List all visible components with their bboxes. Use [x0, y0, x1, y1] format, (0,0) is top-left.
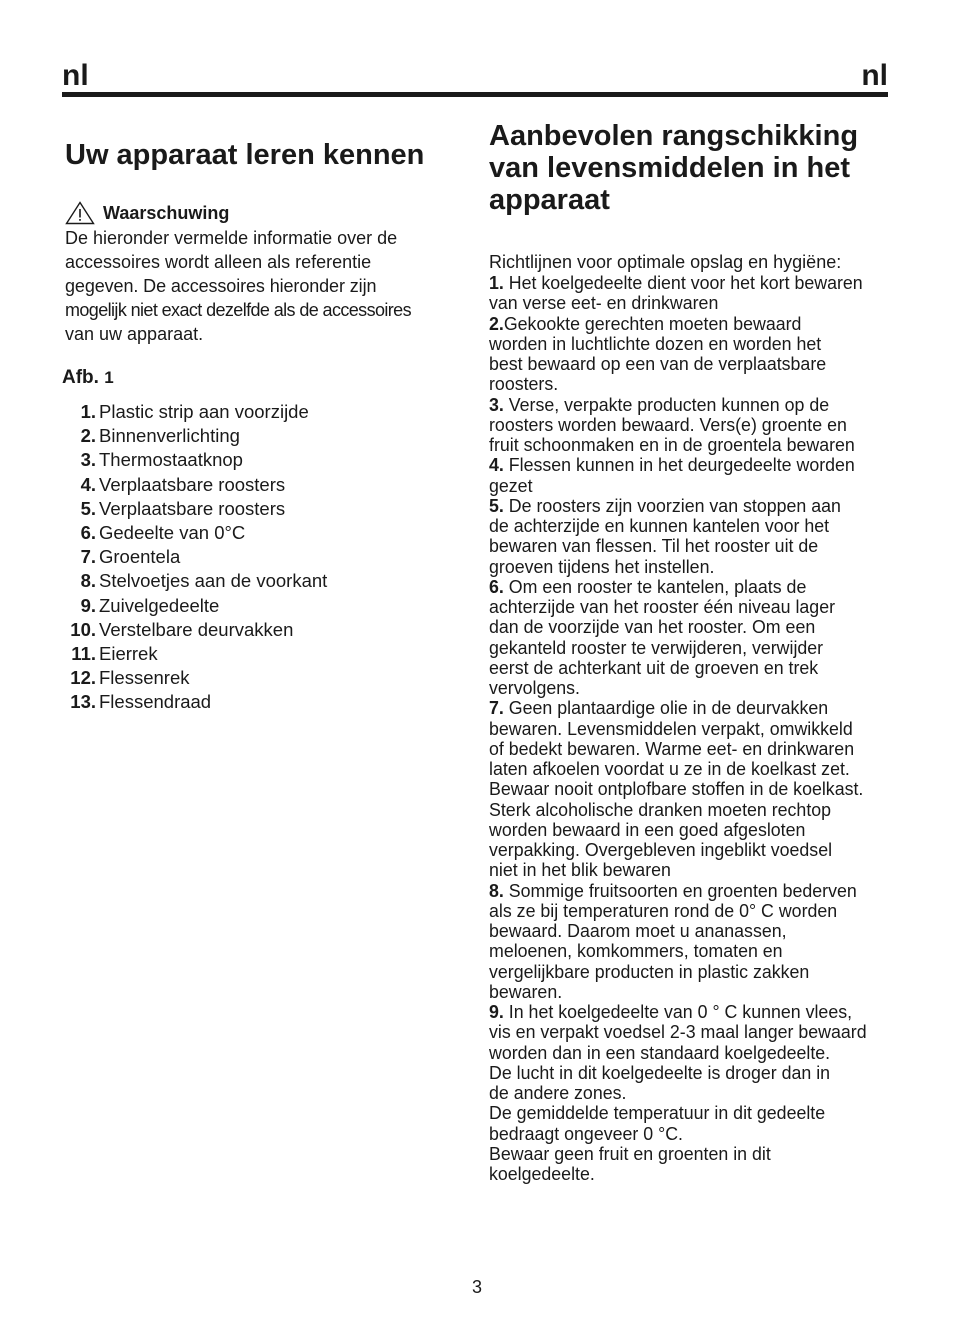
guideline-line [489, 881, 889, 901]
guideline-line [489, 536, 889, 556]
item-number: 9. [80, 594, 96, 616]
guideline-line [489, 354, 889, 374]
right-column [489, 120, 894, 1184]
header-rule [62, 92, 888, 97]
guideline-line-text: achterzijde van het rooster één niveau lager [489, 597, 836, 617]
guideline-line [489, 921, 889, 941]
guideline-line [489, 617, 889, 637]
item-label: Flessendraad [99, 691, 212, 713]
warning-text [65, 226, 465, 346]
guideline-line [489, 698, 889, 718]
guideline-line-text: bewaren. Levensmiddelen verpakt, omwikkeld [489, 718, 853, 739]
item-label: Zuivelgedeelte [99, 594, 220, 616]
guideline-number: 1. [489, 273, 504, 293]
guideline-paragraph [489, 1002, 894, 1184]
guideline-line-text: meloenen, komkommers, tomaten en [489, 941, 783, 962]
guideline-line-text: Gekookte gerechten moeten bewaard [503, 313, 802, 334]
guideline-line-text: als ze bij temperaturen rond de 0° C worden [489, 900, 838, 921]
guideline-line-text: gezet [489, 475, 533, 496]
guideline-line-text: bedraagt ongeveer 0 °C. [489, 1123, 683, 1144]
parts-list-item [65, 521, 465, 545]
guideline-line-text: worden in luchtlichte dozen en worden het [489, 333, 822, 354]
guideline-line-text: niet in het blik bewaren [489, 860, 671, 881]
guideline-line-text: Bewaar geen fruit en groenten in dit [489, 1143, 771, 1164]
parts-list-item [65, 690, 465, 714]
warning-label: Waarschuwing [103, 203, 230, 223]
guideline-line-text: dan de voorzijde van het rooster. Om een [489, 617, 816, 638]
guideline-paragraph [489, 577, 894, 699]
guideline-line-text: vervolgens. [489, 678, 580, 698]
guideline-line [489, 901, 889, 921]
guideline-line [489, 557, 889, 577]
guideline-line [489, 415, 889, 435]
page-number: 3 [471, 1277, 482, 1297]
guideline-line [489, 1124, 889, 1144]
guideline-line [489, 455, 889, 475]
guideline-line-text: bewaren van flessen. Til het rooster uit de [489, 536, 819, 557]
guideline-line-text: Het koelgedeelte dient voor het kort bewaren [503, 273, 863, 293]
parts-list-item [65, 400, 465, 424]
guideline-line-text: groeven tijdens het instellen. [489, 556, 715, 577]
guideline-line-text: worden bewaard in een goed afgesloten [489, 819, 806, 840]
guideline-line [489, 1164, 889, 1184]
title-line: Aanbevolen rangschikking [489, 120, 859, 152]
guideline-number: 9. [489, 1002, 504, 1022]
section-title-left: Uw apparaat leren kennen [65, 139, 425, 171]
item-label: Stelvoetjes aan de voorkant [99, 570, 328, 592]
guideline-line-text: Verse, verpakte producten kunnen op de [503, 394, 830, 415]
guideline-line [489, 638, 889, 658]
parts-list [65, 400, 465, 715]
guideline-line-text: laten afkoelen voordat u ze in de koelkast zet. [489, 759, 850, 779]
guideline-line [489, 962, 889, 982]
guideline-line-text: Flessen kunnen in het deurgedeelte worden [503, 455, 855, 476]
guideline-line-text: fruit schoonmaken en in de groentela bewaren [489, 435, 855, 455]
warning-heading [65, 201, 465, 225]
guideline-line [489, 1002, 889, 1022]
parts-list-item [65, 545, 465, 569]
item-number: 1. [80, 401, 96, 422]
guideline-number: 8. [489, 880, 504, 901]
warning-line: van uw apparaat. [65, 324, 204, 344]
guidelines-text [489, 273, 894, 1184]
guideline-line-text: In het koelgedeelte van 0 ° C kunnen vlees, [503, 1002, 853, 1022]
guideline-line [489, 395, 889, 415]
guideline-paragraph [489, 881, 894, 1003]
guideline-line [489, 982, 889, 1002]
guideline-line [489, 1083, 889, 1103]
guideline-line [489, 597, 889, 617]
guideline-line [489, 516, 889, 536]
parts-list-item [65, 497, 465, 521]
item-label: Plastic strip aan voorzijde [99, 401, 309, 422]
guideline-line [489, 577, 889, 597]
guideline-paragraph [489, 314, 894, 395]
guideline-number: 5. [489, 495, 504, 516]
guideline-line-text: de andere zones. [489, 1083, 627, 1103]
item-number: 8. [80, 570, 96, 592]
guideline-line-text: vis en verpakt voedsel 2-3 maal langer bewaard [489, 1022, 867, 1043]
warning-icon [65, 201, 95, 225]
item-number: 11. [71, 643, 96, 665]
warning-line: accessoires wordt alleen als referentie [65, 252, 372, 272]
intro-text: Richtlijnen voor optimale opslag en hygiëne: [489, 252, 842, 272]
guideline-number: 6. [489, 576, 504, 597]
guideline-line-text: koelgedeelte. [489, 1164, 595, 1184]
guideline-line [489, 1022, 889, 1042]
parts-list-item [65, 569, 465, 593]
guideline-line [489, 314, 889, 334]
figure-number: 1 [104, 368, 114, 387]
guideline-line-text: Geen plantaardige olie in de deurvakken [503, 698, 829, 719]
item-label: Binnenverlichting [99, 425, 240, 447]
guideline-line [489, 374, 889, 394]
warning-line: mogelijk niet exact dezelfde als de accessoires [65, 300, 411, 320]
item-number: 13. [70, 691, 96, 713]
guideline-paragraph [489, 496, 894, 577]
guideline-line-text: Bewaar nooit ontplofbare stoffen in de koelkast. [489, 779, 864, 800]
guideline-line [489, 476, 889, 496]
item-number: 4. [80, 473, 96, 495]
item-label: Flessenrek [99, 667, 190, 689]
guideline-line-text: De lucht in dit koelgedeelte is droger dan in [489, 1062, 831, 1083]
item-label: Verplaatsbare roosters [99, 497, 286, 519]
parts-list-item [65, 666, 465, 690]
parts-list-item [65, 424, 465, 448]
guideline-line [489, 739, 889, 759]
guideline-line [489, 941, 889, 961]
guideline-line [489, 1103, 889, 1123]
guideline-line [489, 1043, 889, 1063]
item-label: Verplaatsbare roosters [99, 473, 286, 495]
left-column [62, 138, 465, 715]
warning-line: gegeven. De accessoires hieronder zijn [65, 276, 377, 296]
guideline-line [489, 779, 889, 799]
guideline-line-text: bewaard. Daarom moet u ananassen, [489, 921, 787, 941]
guideline-line-text: gekanteld rooster te verwijderen, verwijder [489, 637, 824, 658]
guideline-line-text: verpakking. Overgebleven ingeblikt voedsel [489, 840, 833, 860]
item-number: 5. [80, 497, 96, 519]
title-line: apparaat [489, 184, 610, 216]
item-number: 7. [80, 546, 96, 568]
guideline-line-text: roosters worden bewaard. Vers(e) groente en [489, 414, 847, 435]
parts-list-item [65, 473, 465, 497]
guideline-line [489, 658, 889, 678]
guideline-paragraph [489, 698, 894, 880]
guideline-paragraph [489, 273, 894, 314]
guideline-paragraph [489, 455, 894, 496]
section-title-right [489, 120, 894, 216]
header-language-right: nl [861, 59, 888, 92]
parts-list-item [65, 594, 465, 618]
guideline-number: 3. [489, 394, 504, 415]
guideline-line [489, 840, 889, 860]
guideline-line [489, 678, 889, 698]
guideline-line [489, 800, 889, 820]
item-label: Verstelbare deurvakken [99, 618, 294, 640]
header-language-left: nl [62, 59, 89, 92]
item-number: 3. [80, 449, 96, 471]
guideline-line-text: worden dan in een standaard koelgedeelte. [489, 1042, 831, 1063]
guideline-line-text: de achterzijde en kunnen kantelen voor het [489, 516, 830, 536]
guideline-line [489, 860, 889, 880]
item-number: 6. [80, 522, 96, 544]
guideline-line [489, 759, 889, 779]
figure-reference [62, 367, 465, 389]
guideline-line-text: roosters. [489, 374, 559, 395]
guideline-line-text: eerst de achterkant uit de groeven en trek [489, 657, 819, 678]
guideline-number: 4. [489, 455, 504, 476]
guideline-line [489, 435, 889, 455]
guideline-line-text: vergelijkbare producten in plastic zakken [489, 961, 810, 982]
parts-list-item [65, 642, 465, 666]
guideline-number: 7. [489, 698, 504, 719]
guideline-line-text: Om een rooster te kantelen, plaats de [503, 576, 807, 597]
guideline-line [489, 334, 889, 354]
guideline-line [489, 273, 889, 293]
guideline-line [489, 1144, 889, 1164]
guideline-line-text: best bewaard op een van de verplaatsbare [489, 354, 827, 374]
guideline-line-text: Sterk alcoholische dranken moeten rechtop [489, 799, 832, 820]
guideline-number: 2. [489, 313, 504, 334]
guideline-line-text: of bedekt bewaren. Warme eet- en drinkwaren [489, 738, 855, 759]
guideline-line [489, 820, 889, 840]
parts-list-item [65, 448, 465, 472]
guideline-paragraph [489, 395, 894, 456]
guideline-line-text: De gemiddelde temperatuur in dit gedeelte [489, 1103, 826, 1124]
item-label: Groentela [99, 546, 181, 568]
item-label: Gedeelte van 0°C [99, 522, 246, 544]
guideline-line [489, 496, 889, 516]
guideline-line [489, 1063, 889, 1083]
guideline-line-text: van verse eet- en drinkwaren [489, 293, 719, 314]
item-label: Thermostaatknop [99, 449, 243, 471]
parts-list-item [65, 618, 465, 642]
guideline-line [489, 293, 889, 313]
guideline-line-text: Sommige fruitsoorten en groenten bederven [503, 880, 857, 901]
figure-label: Afb. [62, 367, 99, 388]
item-number: 12. [70, 667, 96, 689]
warning-line: De hieronder vermelde informatie over de [65, 228, 398, 248]
title-line: van levensmiddelen in het [489, 152, 850, 184]
guideline-line [489, 719, 889, 739]
guideline-line-text: De roosters zijn voorzien van stoppen aan [503, 495, 841, 516]
item-label: Eierrek [99, 643, 158, 665]
item-number: 2. [80, 425, 96, 447]
guideline-line-text: bewaren. [489, 981, 563, 1002]
item-number: 10. [70, 618, 96, 640]
